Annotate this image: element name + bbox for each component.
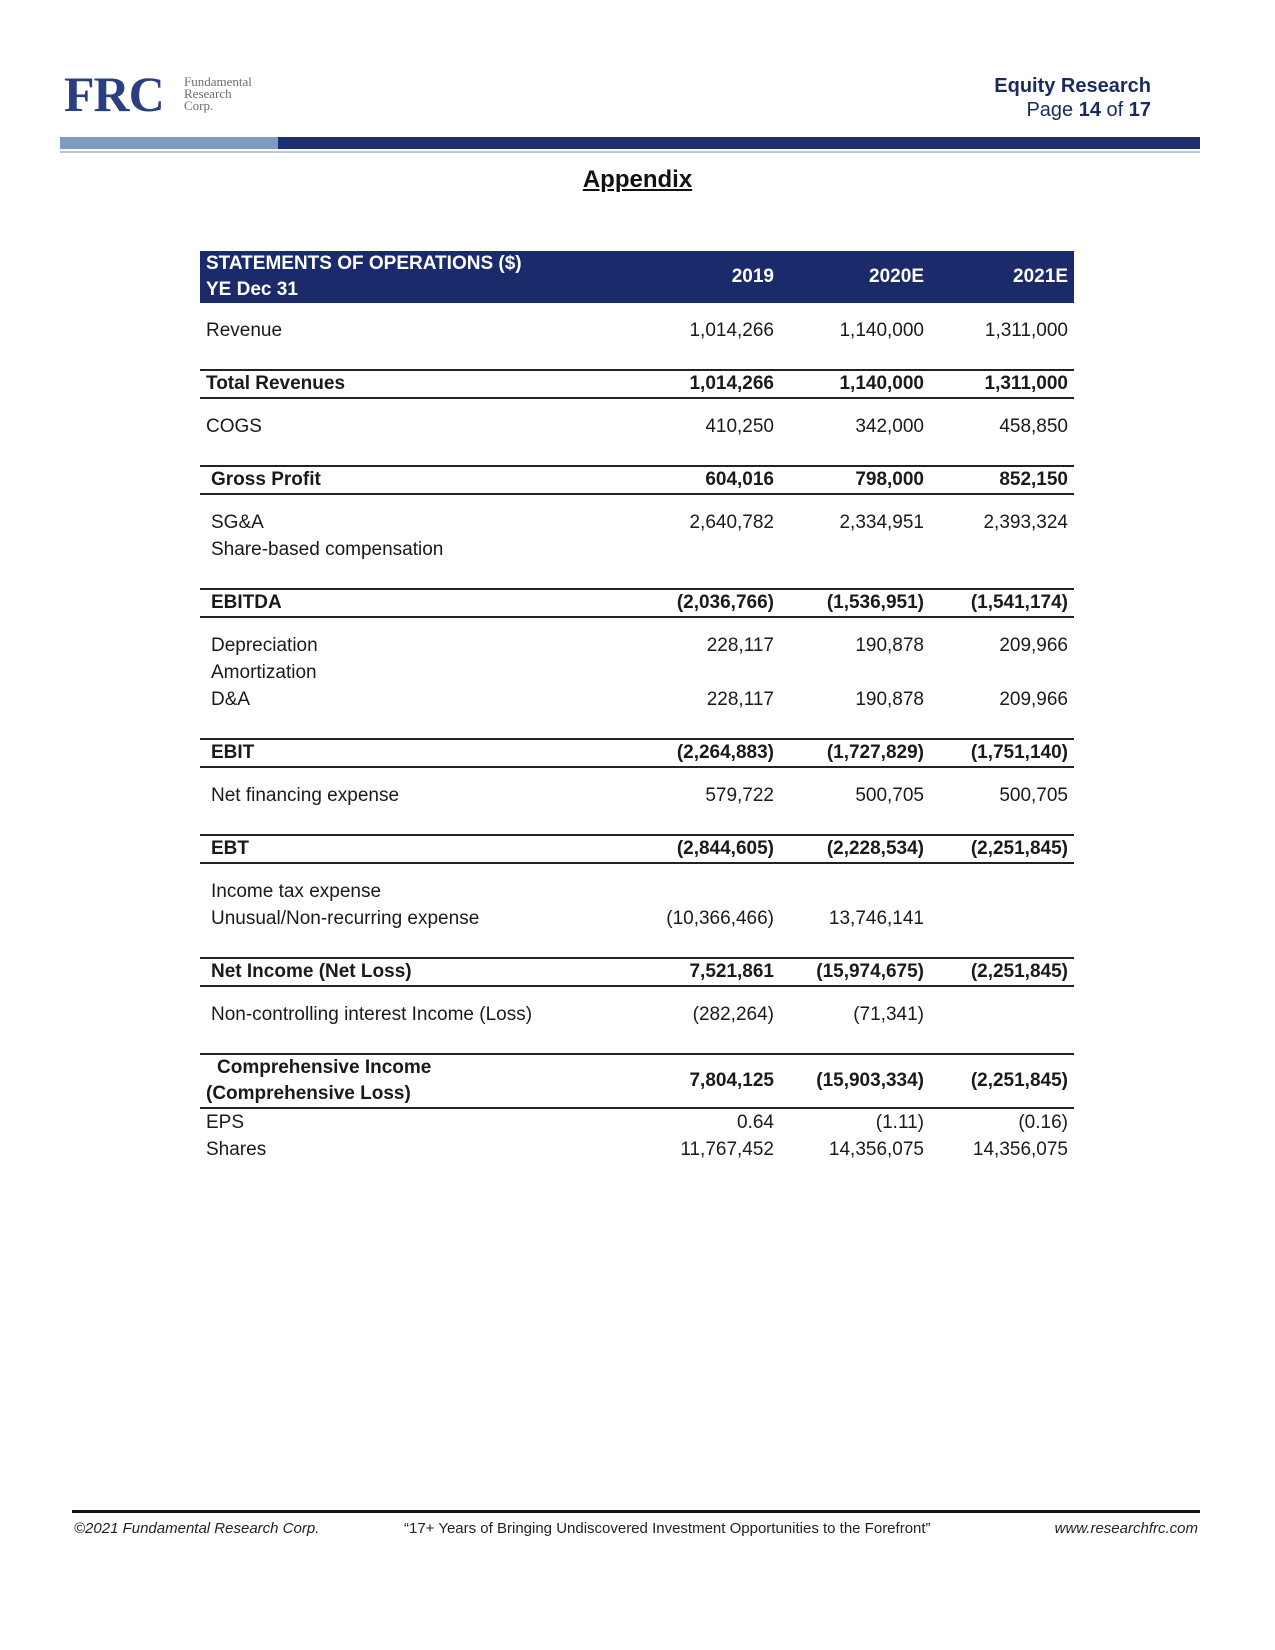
table-row	[200, 782, 1074, 809]
table-row	[200, 835, 1074, 863]
row-label: COGS	[206, 415, 262, 437]
table-header-row	[200, 251, 1074, 303]
cell-value: (2,228,534)	[780, 835, 930, 863]
row-label	[200, 1054, 630, 1108]
cell-value: 190,878	[855, 688, 924, 710]
logo-line-3: Corp.	[184, 98, 214, 113]
cell-value	[780, 659, 930, 686]
footer-website-link[interactable]: www.researchfrc.com	[1054, 1520, 1198, 1537]
row-label: Shares	[206, 1138, 267, 1160]
cell-value: 209,966	[999, 634, 1068, 656]
cell-value: 410,250	[705, 415, 774, 437]
logo-line-2: Research	[184, 86, 232, 101]
cell-value: 14,356,075	[828, 1138, 924, 1160]
page-prefix: Page	[1026, 99, 1079, 121]
cell-value	[780, 536, 930, 563]
row-label: EBITDA	[200, 589, 630, 617]
table-row	[200, 958, 1074, 986]
cell-value	[630, 878, 780, 905]
cell-value: (1,727,829)	[780, 739, 930, 767]
row-label: Income tax expense	[211, 880, 382, 902]
header-fiscal-year: YE Dec 31	[206, 279, 298, 300]
footer-copyright: ©2021 Fundamental Research Corp.	[74, 1520, 320, 1537]
cell-value: (1,541,174)	[930, 589, 1074, 617]
cell-value: 798,000	[780, 466, 930, 494]
row-label: Unusual/Non-recurring expense	[211, 907, 480, 929]
row-label: Share-based compensation	[211, 538, 444, 560]
year-header: 2019	[630, 251, 780, 303]
cell-value	[930, 905, 1074, 932]
table-row	[200, 413, 1074, 440]
row-label: Depreciation	[211, 634, 318, 656]
cell-value: 1,014,266	[630, 370, 780, 398]
cell-value: (2,251,845)	[930, 1054, 1074, 1108]
cell-value: 11,767,452	[680, 1138, 774, 1160]
cell-value	[630, 536, 780, 563]
row-label: Gross Profit	[200, 466, 630, 494]
table-row	[200, 1108, 1074, 1136]
cell-value: 228,117	[706, 688, 774, 710]
cell-value: (1,536,951)	[780, 589, 930, 617]
cell-value: (2,251,845)	[930, 958, 1074, 986]
row-label: Total Revenues	[200, 370, 630, 398]
row-label: D&A	[211, 688, 251, 710]
table-row	[200, 370, 1074, 398]
cell-value: 228,117	[706, 634, 774, 656]
logo-mark: FRC	[64, 66, 164, 122]
year-header: 2021E	[930, 251, 1074, 303]
cell-value: (2,264,883)	[630, 739, 780, 767]
cell-value: 2,640,782	[689, 511, 774, 533]
cell-value: 1,014,266	[689, 319, 774, 341]
table-row	[200, 905, 1074, 932]
cell-value: 1,311,000	[984, 319, 1068, 341]
cell-value: (0.16)	[1018, 1111, 1068, 1133]
cell-value: 7,521,861	[630, 958, 780, 986]
cell-value: 209,966	[999, 688, 1068, 710]
cell-value: (2,251,845)	[930, 835, 1074, 863]
cell-value: 2,334,951	[839, 511, 924, 533]
cell-value: 7,804,125	[630, 1054, 780, 1108]
cell-value: 13,746,141	[828, 907, 924, 929]
footer-rule	[72, 1510, 1200, 1513]
table-row	[200, 659, 1074, 686]
cell-value: 458,850	[999, 415, 1068, 437]
cell-value: 342,000	[855, 415, 924, 437]
cell-value	[930, 1001, 1074, 1028]
logo-subtitle	[184, 76, 252, 112]
row-label-line-1: Comprehensive Income	[217, 1057, 432, 1078]
row-label: EBT	[200, 835, 630, 863]
row-label: EBIT	[200, 739, 630, 767]
table-row	[200, 686, 1074, 713]
cell-value: (15,903,334)	[780, 1054, 930, 1108]
cell-value: (1.11)	[875, 1111, 924, 1133]
footer-tagline: “17+ Years of Bringing Undiscovered Investment Opportunities to the Forefront”	[404, 1520, 931, 1537]
row-label: EPS	[206, 1111, 245, 1133]
cell-value: (15,974,675)	[780, 958, 930, 986]
cell-value: 852,150	[930, 466, 1074, 494]
cell-value: (2,844,605)	[630, 835, 780, 863]
cell-value: 500,705	[999, 784, 1068, 806]
row-label: Net Income (Net Loss)	[200, 958, 630, 986]
year-header: 2020E	[780, 251, 930, 303]
cell-value	[630, 659, 780, 686]
cell-value: (282,264)	[692, 1003, 774, 1025]
statements-of-operations-table	[200, 251, 1074, 1163]
cell-value: 190,878	[855, 634, 924, 656]
table-row	[200, 317, 1074, 344]
cell-value	[930, 536, 1074, 563]
row-label: Non-controlling interest Income (Loss)	[211, 1003, 533, 1025]
cell-value	[930, 878, 1074, 905]
table-row	[200, 536, 1074, 563]
cell-value: (1,751,140)	[930, 739, 1074, 767]
cell-value: 579,722	[705, 784, 774, 806]
table-row	[200, 509, 1074, 536]
logo-line-1: Fundamental	[184, 74, 252, 89]
header-rule	[60, 137, 1200, 149]
page-of: of	[1100, 99, 1129, 121]
table-row	[200, 1054, 1074, 1108]
cell-value: 604,016	[630, 466, 780, 494]
table-row	[200, 878, 1074, 905]
table-row	[200, 632, 1074, 659]
cell-value	[930, 659, 1074, 686]
page-title: Appendix	[582, 166, 693, 193]
table-row	[200, 1001, 1074, 1028]
header-rule-thin	[60, 151, 1200, 153]
header-title: STATEMENTS OF OPERATIONS ($)	[206, 253, 522, 274]
cell-value	[780, 878, 930, 905]
table-row	[200, 589, 1074, 617]
row-label-line-2: (Comprehensive Loss)	[206, 1083, 411, 1104]
page-indicator	[994, 98, 1151, 122]
cell-value: (10,366,466)	[666, 907, 774, 929]
table-header-label	[200, 251, 630, 303]
cell-value: 14,356,075	[972, 1138, 1068, 1160]
table-row	[200, 466, 1074, 494]
cell-value: 1,311,000	[930, 370, 1074, 398]
row-label: SG&A	[211, 511, 264, 533]
row-label: Net financing expense	[211, 784, 400, 806]
cell-value: (71,341)	[853, 1003, 924, 1025]
cell-value: 1,140,000	[780, 370, 930, 398]
cell-value: 0.64	[737, 1111, 774, 1133]
header-right	[994, 74, 1151, 122]
page-total: 17	[1128, 99, 1151, 121]
table-row	[200, 739, 1074, 767]
page-number: 14	[1078, 99, 1101, 121]
cell-value: 500,705	[855, 784, 924, 806]
table-row	[200, 1136, 1074, 1163]
cell-value: 2,393,324	[983, 511, 1068, 533]
cell-value: 1,140,000	[839, 319, 924, 341]
row-label: Revenue	[206, 319, 283, 341]
doc-type: Equity Research	[994, 75, 1151, 97]
row-label: Amortization	[211, 661, 317, 683]
cell-value: (2,036,766)	[630, 589, 780, 617]
